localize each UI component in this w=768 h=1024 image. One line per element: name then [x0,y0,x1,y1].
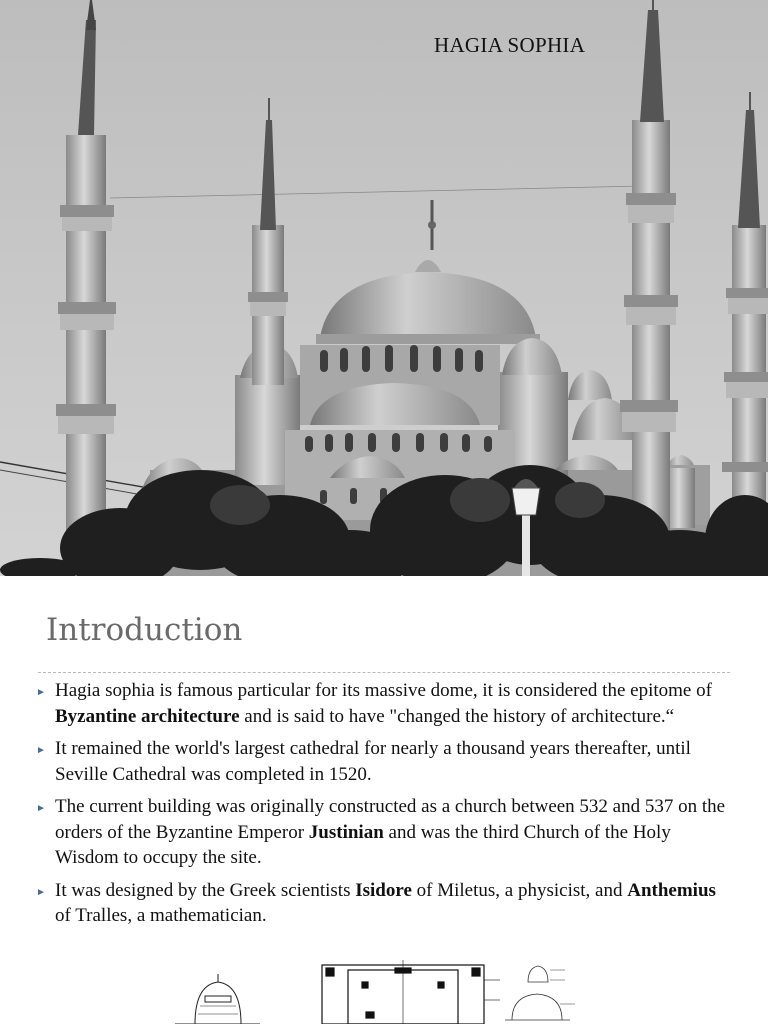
heading-divider [38,672,730,673]
bullet-item: ► The current building was originally constructed as a church between 532 and 537 on the orders of the Byzantine Emperor Justinian and was the third Church of the Holy Wisdom to occupy the site. [36,796,726,868]
bullet-list [36,678,736,936]
bullet-arrow-icon: ► [36,687,46,698]
slide-heading: Introduction [46,612,243,648]
bold-term: Justinian [308,821,384,843]
bullet-arrow-icon: ► [36,745,46,756]
introduction-slide [0,576,768,1024]
bullet-arrow-icon: ► [36,886,46,898]
bullet-item: ► It was designed by the Greek scientists Isidore of Miletus, a physicist, and Anthemius of Tralles, a mathematician. [36,879,716,926]
section-diagram [175,974,260,1024]
bold-term: Anthemius [627,879,716,901]
slide-title: HAGIA SOPHIA [434,33,586,57]
bold-term: Isidore [355,879,412,901]
architecture-diagrams [0,960,768,1024]
bold-term: Byzantine architecture [55,705,240,727]
bullet-item: ► It remained the world's largest cathedral for nearly a thousand years thereafter, until Seville Cathedral was completed in 1520. [36,738,691,785]
dome-diagram [505,966,575,1020]
floor-plan-diagram [322,960,500,1024]
bullet-arrow-icon: ► [36,803,46,814]
bullet-item: ► Hagia sophia is famous particular for its massive dome, it is considered the epitome of Byzantine architecture and is said to have "changed the history of architecture.“ [36,680,712,727]
